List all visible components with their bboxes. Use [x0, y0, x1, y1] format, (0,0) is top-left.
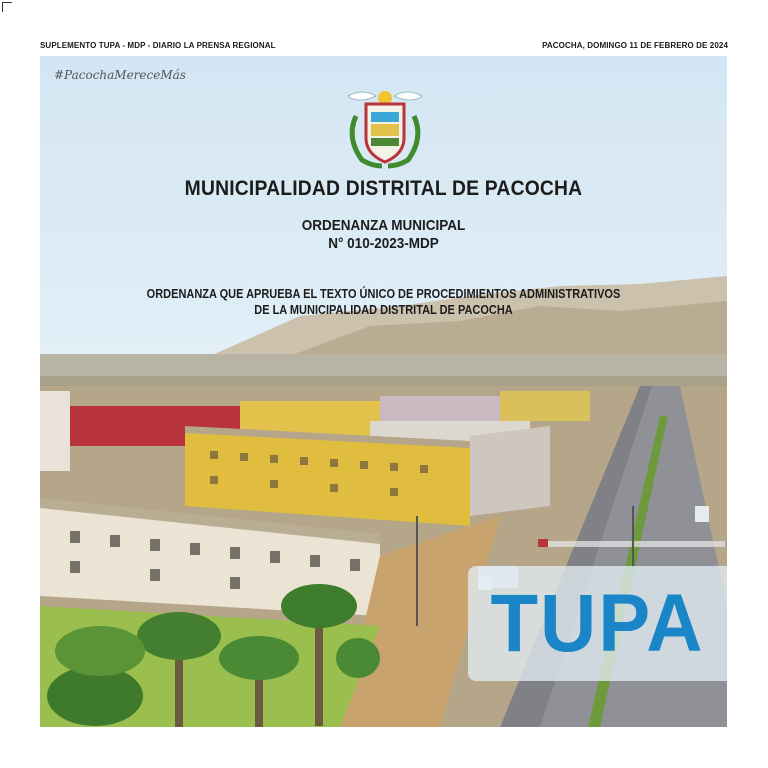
cover-panel: [40, 56, 727, 727]
tupa-badge: [468, 566, 727, 681]
ordinance-description-line2: DE LA MUNICIPALIDAD DISTRITAL DE PACOCHA: [254, 303, 513, 317]
ordinance-description-line1: ORDENANZA QUE APRUEBA EL TEXTO ÚNICO DE PROCEDIMIENTOS ADMINISTRATIVOS: [146, 287, 621, 301]
ordinance-number: N° 010-2023-MDP: [328, 235, 439, 252]
hashtag-text: #PacochaMereceMás: [54, 68, 186, 82]
ordinance-description: [81, 286, 686, 318]
crop-mark: [2, 2, 12, 12]
ordinance-heading-line1: ORDENANZA MUNICIPAL: [301, 217, 466, 234]
page-header: [40, 38, 728, 52]
tupa-badge-text: TUPA: [490, 577, 705, 669]
municipal-seal-icon: [338, 86, 432, 172]
ordinance-heading: [74, 217, 692, 253]
municipality-title: MUNICIPALIDAD DISTRITAL DE PACOCHA: [184, 177, 583, 200]
header-left-text: SUPLEMENTO TUPA - MDP - DIARIO LA PRENSA REGIONAL: [40, 40, 276, 50]
header-date-text: PACOCHA, DOMINGO 11 DE FEBRERO DE 2024: [542, 40, 728, 50]
